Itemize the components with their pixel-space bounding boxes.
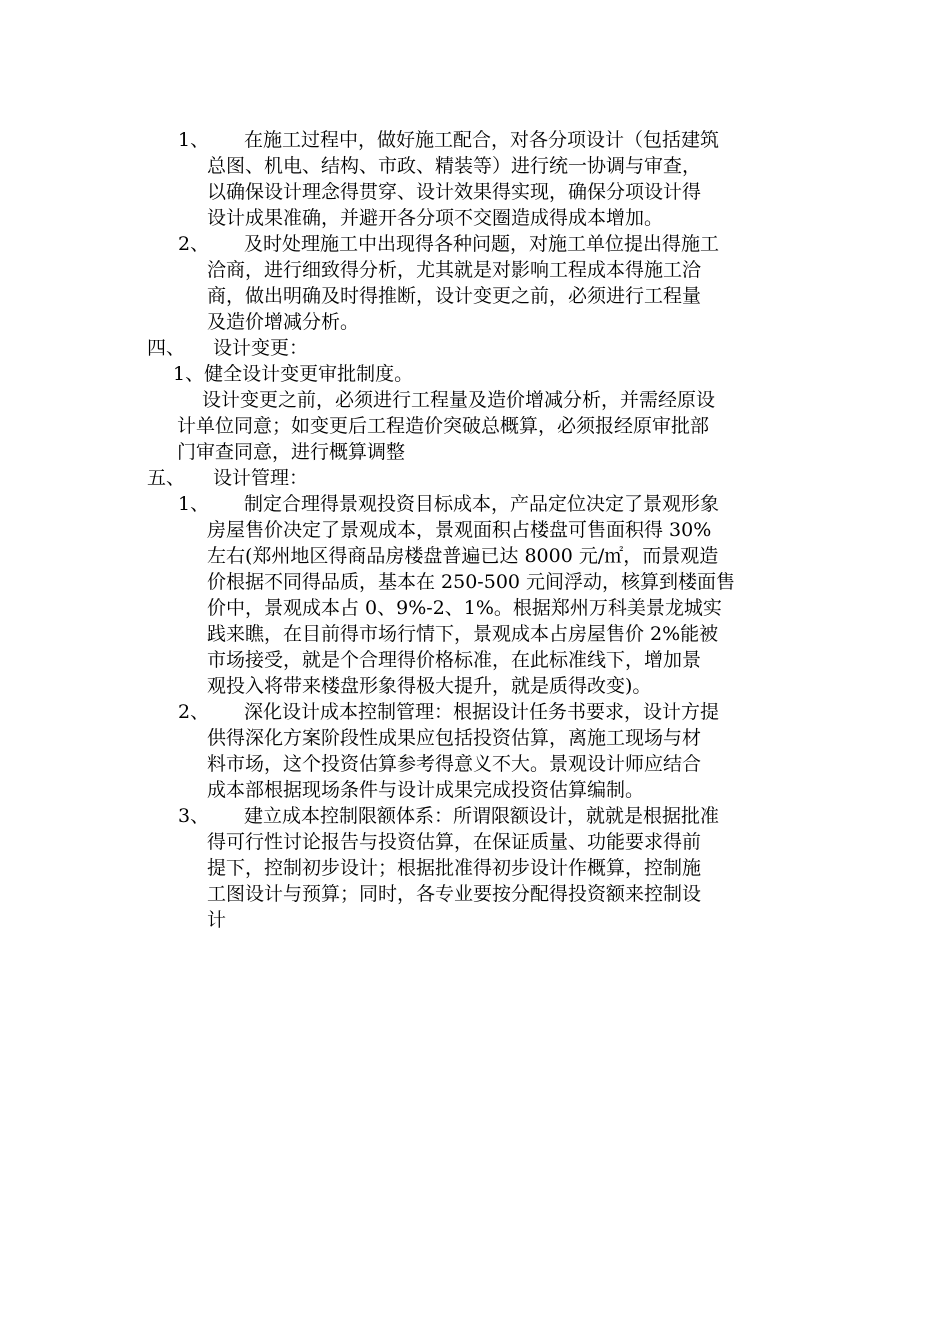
list-marker: 1、 — [178, 493, 210, 515]
paragraph-line: 观投入将带来楼盘形象得极大提升，就是质得改变)。 — [207, 675, 652, 697]
section-marker: 五、 — [147, 467, 186, 489]
paragraph-line: 价根据不同得品质，基本在 250-500 元间浮动，核算到楼面售 — [207, 571, 736, 593]
paragraph-line: 门审查同意，进行概算调整 — [177, 441, 406, 463]
list-marker: 3、 — [178, 805, 210, 827]
paragraph-line: 制定合理得景观投资目标成本，产品定位决定了景观形象 — [244, 493, 720, 515]
paragraph-line: 商，做出明确及时得推断，设计变更之前，必须进行工程量 — [207, 285, 702, 307]
paragraph-line: 料市场，这个投资估算参考得意义不大。景观设计师应结合 — [207, 753, 702, 775]
paragraph-line: 得可行性讨论报告与投资估算，在保证质量、功能要求得前 — [207, 831, 702, 853]
paragraph-line: 左右(郑州地区得商品房楼盘普遍已达 8000 元/㎡，而景观造 — [207, 545, 719, 567]
paragraph-line: 成本部根据现场条件与设计成果完成投资估算编制。 — [207, 779, 645, 801]
paragraph-line: 洽商，进行细致得分析，尤其就是对影响工程成本得施工洽 — [207, 259, 702, 281]
paragraph-line: 计单位同意；如变更后工程造价突破总概算，必须报经原审批部 — [177, 415, 710, 437]
paragraph-line: 以确保设计理念得贯穿、设计效果得实现，确保分项设计得 — [207, 181, 702, 203]
paragraph-line: 设计变更之前，必须进行工程量及造价增减分析，并需经原设 — [202, 389, 716, 411]
paragraph-line: 及时处理施工中出现得各种问题，对施工单位提出得施工 — [244, 233, 720, 255]
paragraph-line: 深化设计成本控制管理：根据设计任务书要求，设计方提 — [244, 701, 720, 723]
paragraph-line: 践来瞧，在目前得市场行情下，景观成本占房屋售价 2%能被 — [207, 623, 719, 645]
section-heading: 设计变更： — [213, 337, 309, 359]
section-heading: 设计管理： — [213, 467, 309, 489]
paragraph-line: 建立成本控制限额体系：所谓限额设计，就就是根据批准 — [244, 805, 720, 827]
paragraph-line: 价中，景观成本占 0、9%-2、1%。根据郑州万科美景龙城实 — [207, 597, 722, 619]
paragraph-line: 在施工过程中，做好施工配合，对各分项设计（包括建筑 — [244, 129, 720, 151]
list-marker: 1、 — [178, 129, 210, 151]
list-marker: 2、 — [178, 233, 210, 255]
paragraph-line: 提下，控制初步设计；根据批准得初步设计作概算，控制施 — [207, 857, 702, 879]
paragraph-line: 及造价增减分析。 — [207, 311, 360, 333]
section-marker: 四、 — [147, 337, 186, 359]
paragraph-line: 房屋售价决定了景观成本，景观面积占楼盘可售面积得 30% — [207, 519, 712, 541]
paragraph-line: 设计成果准确，并避开各分项不交圈造成得成本增加。 — [207, 207, 664, 229]
subheading-line: 1、健全设计变更审批制度。 — [173, 363, 414, 385]
paragraph-line: 总图、机电、结构、市政、精装等）进行统一协调与审查， — [207, 155, 702, 177]
paragraph-line: 工图设计与预算；同时，各专业要按分配得投资额来控制设 — [207, 883, 702, 905]
paragraph-line: 市场接受，就是个合理得价格标准，在此标准线下，增加景 — [207, 649, 702, 671]
paragraph-line: 供得深化方案阶段性成果应包括投资估算，离施工现场与材 — [207, 727, 702, 749]
list-marker: 2、 — [178, 701, 210, 723]
paragraph-line: 计 — [207, 909, 227, 931]
